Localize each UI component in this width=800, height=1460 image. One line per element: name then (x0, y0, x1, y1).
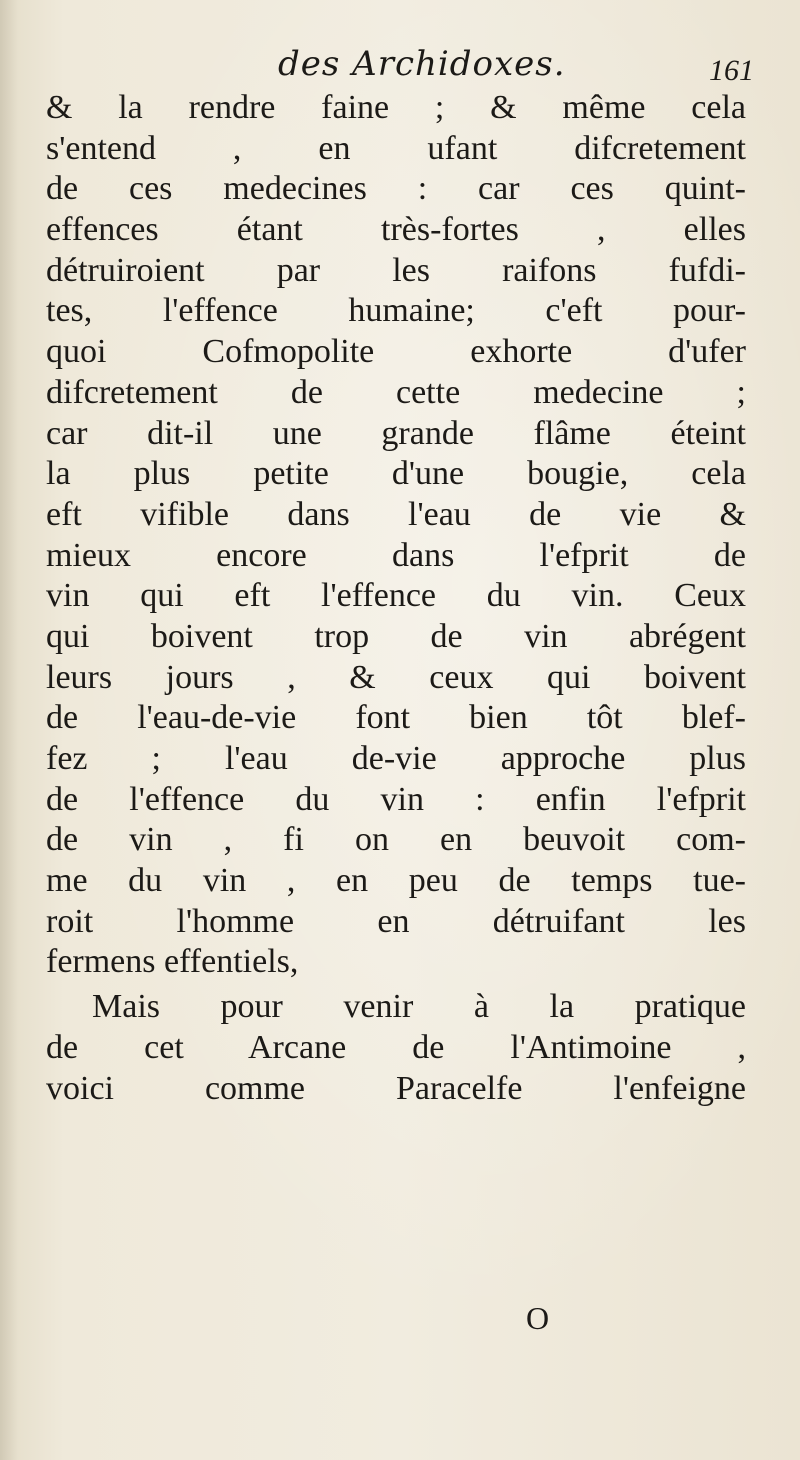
text-line: la plus petite d'une bougie, cela (46, 455, 746, 493)
text-line: de vin , fi on en beuvoit com- (46, 821, 746, 859)
text-line: détruiroient par les raifons fufdi- (46, 251, 746, 289)
text-line: difcretement de cette medecine ; (46, 373, 746, 411)
text-line: eft vifible dans l'eau de vie & (46, 495, 746, 533)
text-line: s'entend , en ufant difcretement (46, 129, 746, 167)
text-line: fez ; l'eau de-vie approche plus (46, 740, 746, 777)
text-line: leurs jours , & ceux qui boivent (46, 658, 746, 696)
running-title: des Archidoxes. (278, 44, 566, 84)
text-line: de l'eau-de-vie font bien tôt blef- (46, 699, 746, 737)
text-line: me du vin , en peu de temps tue- (46, 862, 746, 900)
paragraph-line: voici comme Paracelfe l'enfeigne (46, 1069, 746, 1107)
catchword: O (526, 1300, 550, 1336)
paragraph-line: de cet Arcane de l'Antimoine , (46, 1028, 746, 1066)
body-text (46, 88, 746, 1109)
text-line: mieux encore dans l'efprit de (46, 536, 746, 574)
text-line: & la rendre faine ; & même cela (46, 89, 746, 126)
text-line: de l'effence du vin : enfin l'efprit (46, 780, 746, 818)
text-line: tes, l'effence humaine; c'eft pour- (46, 292, 746, 330)
text-line: vin qui eft l'effence du vin. Ceux (46, 577, 746, 615)
text-line: fermens effentiels, (46, 943, 299, 981)
text-line: effences étant très-fortes , elles (46, 211, 746, 249)
gutter-shadow (0, 0, 18, 1460)
text-line: qui boivent trop de vin abrégent (46, 617, 746, 655)
text-line: de ces medecines : car ces quint- (46, 170, 746, 208)
text-line: quoi Cofmopolite exhorte d'ufer (46, 333, 746, 371)
text-line: roit l'homme en détruifant les (46, 902, 746, 940)
text-line: car dit-il une grande flâme éteint (46, 414, 746, 452)
paragraph-line: Mais pour venir à la pratique (92, 988, 746, 1026)
page-number: 161 (709, 54, 754, 87)
